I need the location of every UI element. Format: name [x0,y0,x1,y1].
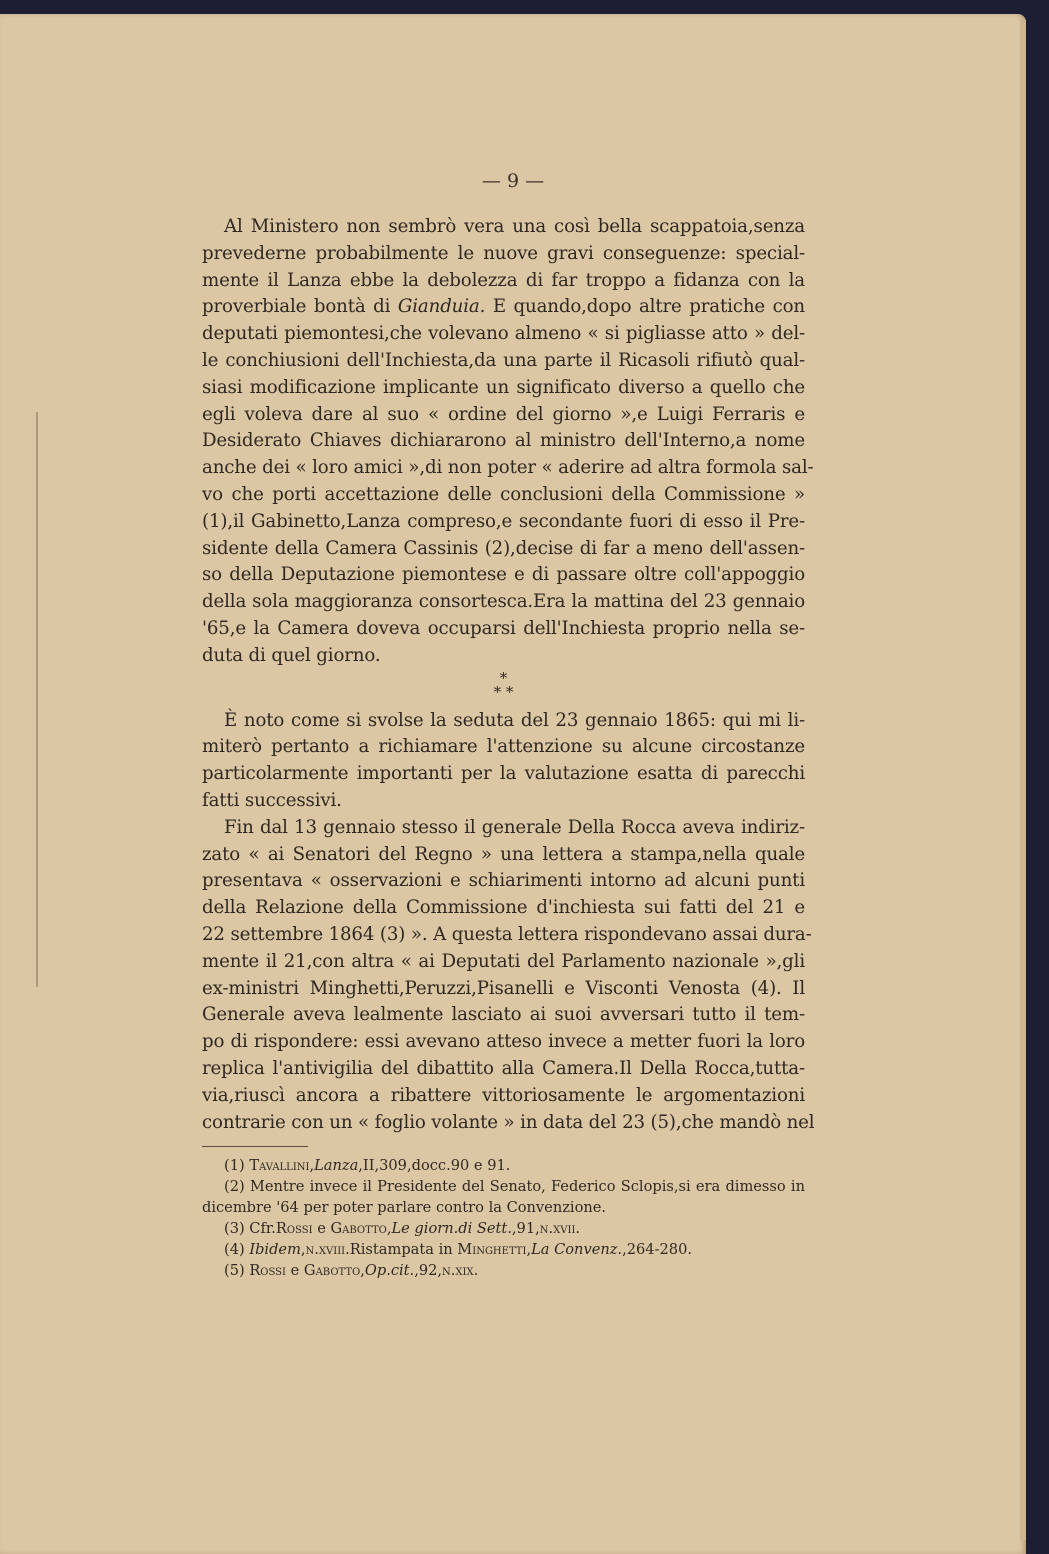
text-line [202,1056,805,1083]
small-caps-text: Gabotto [330,1220,387,1238]
text-line [202,1083,805,1110]
footnotes [202,1155,805,1281]
page-number: — 9 — [481,170,545,192]
text-line [202,321,805,348]
text-run: particolarmente importanti per la valutazione esatta di parecchi [202,763,805,785]
footnote-rule [202,1146,308,1147]
asterism [202,668,805,701]
text-line [202,868,805,895]
text-run: (4) [224,1241,250,1259]
text-run: proverbiale bontà di [202,296,398,318]
text-line [202,482,805,509]
text-line [202,708,805,735]
paragraph [202,214,814,670]
text-run: È noto come si svolse la seduta del 23 gennaio 1865: qui mi li- [224,709,805,731]
page-edge [1020,20,1026,1540]
small-caps-text: Rossi [275,1220,313,1238]
text-line [202,589,805,616]
text-run: e [285,1262,304,1280]
footnote-line [202,1239,805,1260]
asterism-top: * [499,668,508,687]
text-run: le conchiusioni dell'Inchiesta,da una parte il Ricasoli rifiutò qual- [202,349,805,371]
text-line [202,562,805,589]
text-run: siasi modificazione implicante un significato diverso a quello che [202,376,805,398]
text-run: replica l'antivigilia del dibattito alla Camera.Il Della Rocca,tutta- [202,1057,805,1079]
text-run: (5) [224,1262,250,1280]
footnote-line [202,1155,805,1176]
text-run: Desiderato Chiaves dichiararono al ministro dell'Interno,a nome [202,430,805,452]
text-line [202,788,805,815]
text-run: dicembre '64 per poter parlare contro la Convenzione. [202,1199,607,1217]
text-run: E quando,dopo altre pratiche con [485,296,805,318]
body-text [202,214,815,1281]
small-caps-text: n.xix. [442,1262,479,1280]
italic-text: La Convenz. [531,1241,623,1259]
text-line [202,616,805,643]
text-line [202,643,805,670]
text-line [202,214,805,241]
text-run: Generale aveva lealmente lasciato ai suoi avversari tutto il tem- [202,1004,805,1026]
paragraph [202,708,805,815]
italic-text: Op.cit. [364,1262,415,1280]
small-caps-text: Rossi [249,1262,286,1280]
text-line [202,922,812,949]
text-line [202,1029,805,1056]
text-run: fatti successivi. [202,789,342,811]
text-line [202,348,805,375]
asterism-bottom: * * [493,682,514,701]
text-run: ,91, [511,1220,540,1238]
text-run: ,92, [414,1262,443,1280]
text-line [202,455,814,482]
text-line [202,402,805,429]
text-run: della sola maggioranza consortesca.Era la mattina del 23 gennaio [202,591,805,613]
text-run: sidente della Camera Cassinis (2),decise di far a meno dell'assen- [202,537,805,559]
footnote-line [202,1218,805,1239]
text-line [202,949,805,976]
text-run: mente il 21,con altra « ai Deputati del Parlamento nazionale »,gli [202,950,805,972]
text-line [202,842,805,869]
text-run: 22 settembre 1864 (3) ». A questa lettera rispondevano assai dura- [202,923,812,945]
text-run: zato « ai Senatori del Regno » una lettera a stampa,nella quale [202,843,805,865]
text-run: e [312,1220,331,1238]
text-run: , [386,1220,392,1238]
text-run: (3) Cfr. [224,1220,276,1238]
text-run: duta di quel giorno. [202,644,381,666]
italic-text: Le giorn.di Sett. [391,1220,512,1238]
text-run: egli voleva dare al suo « ordine del giorno »,e Luigi Ferraris e [202,403,805,425]
text-run: Ristampata in [349,1241,458,1259]
text-run: anche dei « loro amici »,di non poter « aderire ad altra formola sal- [202,457,814,479]
text-line [202,734,805,761]
margin-mark [36,412,38,987]
text-run: '65,e la Camera doveva occuparsi dell'Inchiesta proprio nella se- [202,617,805,639]
text-run: miterò pertanto a richiamare l'attenzione su alcune circostanze [202,736,805,758]
text-run: ,264-280. [622,1241,692,1259]
text-run: contrarie con un « foglio volante » in data del 23 (5),che mandò nel [202,1111,815,1133]
small-caps-text: Minghetti [457,1241,527,1259]
italic-text: Lanza [314,1157,359,1175]
text-run: della Relazione della Commissione d'inchiesta sui fatti del 21 e [202,897,805,919]
small-caps-text: Gabotto [303,1262,361,1280]
paragraph [202,815,815,1137]
text-run: (2) Mentre invece il Presidente del Senato, Federico Sclopis,si era dimesso in [224,1178,805,1196]
text-run: Al Ministero non sembrò vera una così bella scappatoia,senza [224,216,805,237]
text-line [202,241,805,268]
text-line [202,1002,805,1029]
footnote-line [202,1176,805,1197]
text-run: so della Deputazione piemontese e di passare oltre coll'appoggio [202,564,805,586]
text-line [202,895,805,922]
small-caps-text: n.xvii. [539,1220,581,1238]
text-run: vo che porti accettazione delle conclusioni della Commissione » [202,483,805,505]
text-run: , [526,1241,532,1259]
text-run: po di rispondere: essi avevano atteso invece a metter fuori la loro [202,1031,805,1053]
text-run: prevederne probabilmente le nuove gravi conseguenze: special- [202,242,805,264]
text-run: , [300,1241,306,1259]
text-line [202,428,805,455]
italic-text: Gianduia. [397,296,486,318]
text-run: mente il Lanza ebbe la debolezza di far troppo a fidanza con la [202,269,805,291]
text-run: (1) [224,1157,250,1175]
text-run: (1),il Gabinetto,Lanza compreso,e secondante fuori di esso il Pre- [202,510,805,532]
text-line [202,976,805,1003]
text-run: via,riuscì ancora a ribattere vittoriosamente le argomentazioni [202,1084,805,1106]
text-line [202,294,805,321]
text-line [202,509,805,536]
small-caps-text: n.xviii. [305,1241,350,1259]
footnote-line [202,1197,805,1218]
text-run: ,II,309,docc.90 e 91. [358,1157,511,1175]
italic-text: Ibidem [249,1241,301,1259]
text-run: , [360,1262,365,1280]
text-line [202,1110,815,1137]
footnote-line [202,1260,805,1281]
text-run: ex-ministri Minghetti,Peruzzi,Pisanelli e Visconti Venosta (4). Il [202,977,805,999]
text-line [202,375,805,402]
text-run: Fin dal 13 gennaio stesso il generale Della Rocca aveva indiriz- [224,816,805,838]
text-run: , [309,1157,315,1175]
text-run: presentava « osservazioni e schiarimenti intorno ad alcuni punti [202,870,805,892]
small-caps-text: Tavallini [249,1157,310,1175]
text-line [202,761,805,788]
text-line [202,536,805,563]
text-line [202,815,805,842]
text-line [202,268,805,295]
text-run: deputati piemontesi,che volevano almeno « si pigliasse atto » del- [202,323,805,345]
